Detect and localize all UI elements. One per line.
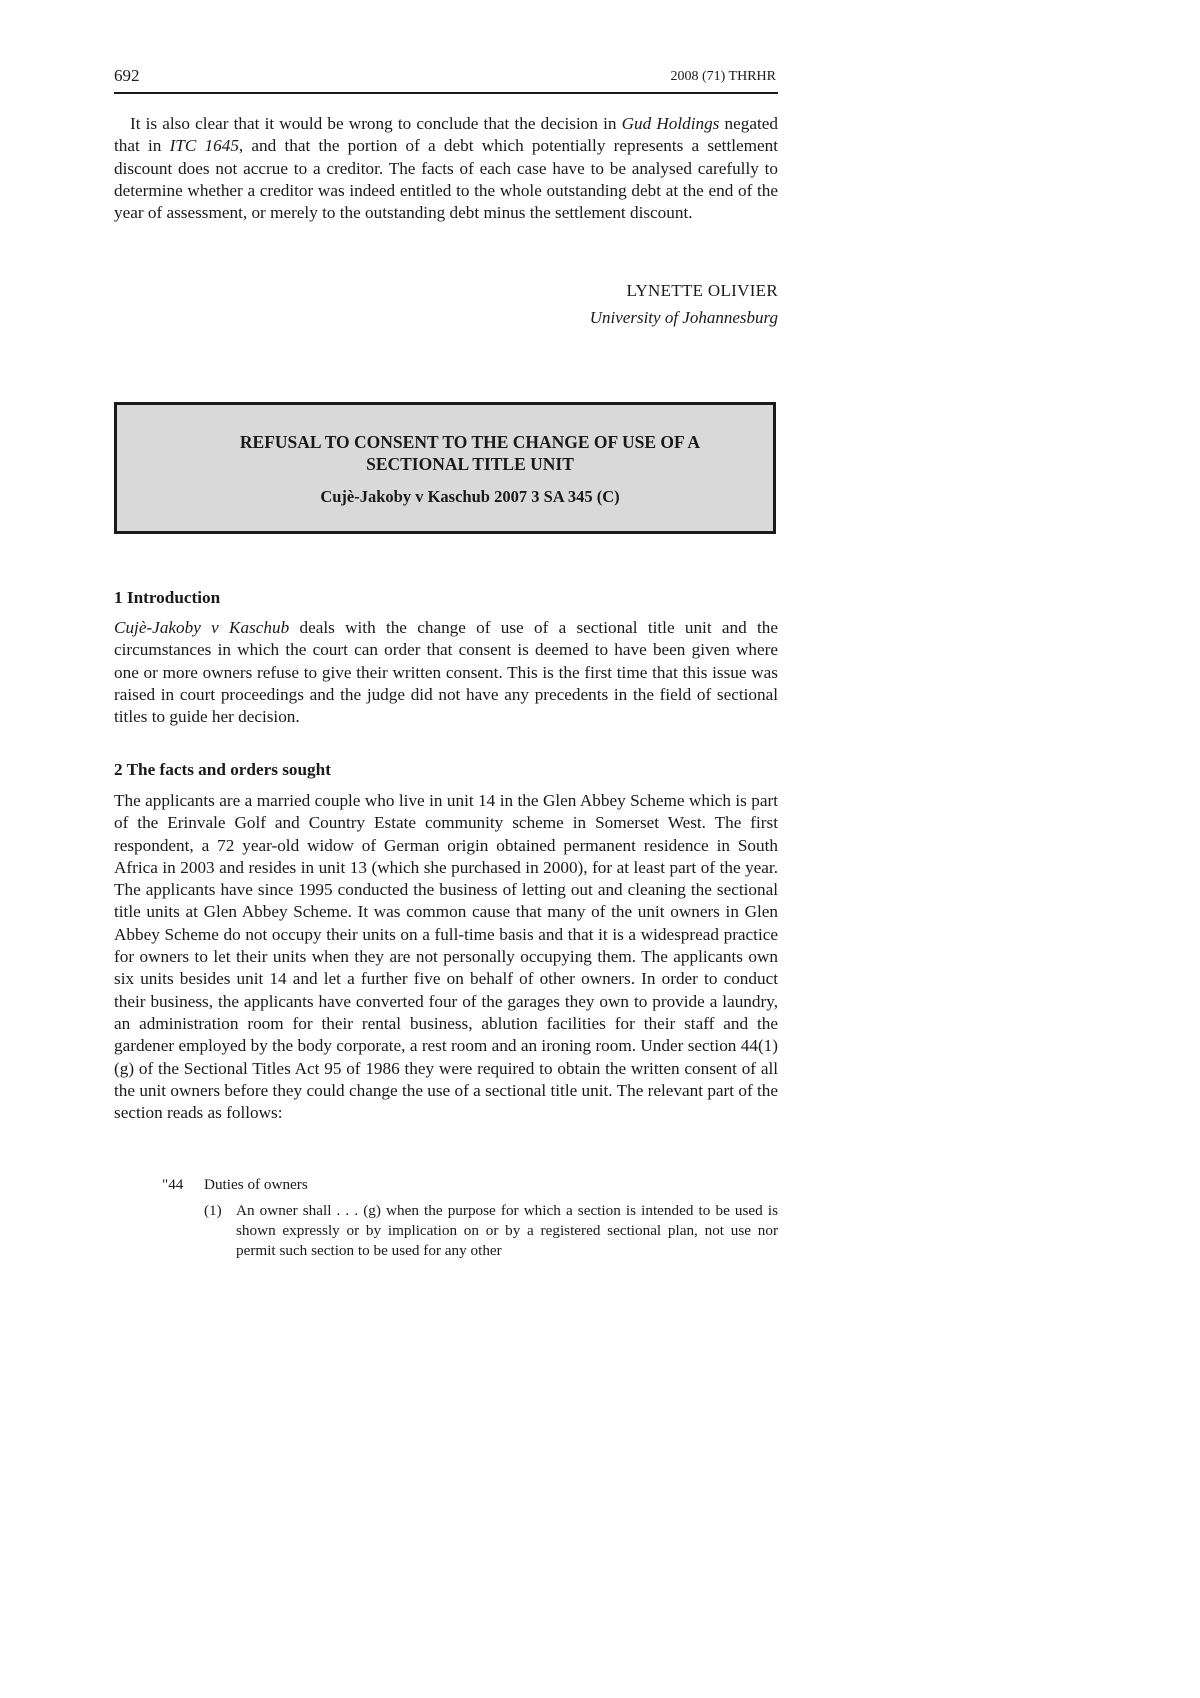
text-run: negated that in (114, 114, 778, 156)
case-citation: Cujè-Jakoby v Kaschub 2007 3 SA 345 (C) (320, 487, 620, 506)
text-run: , and that the portion of a debt which potentially represents a settlement discount does not accrue to a creditor. The facts of each case have to be analysed carefully to determine whether a creditor was indeed entitled to the whole outstanding debt at the end of the year of assessment, or merely to the outstanding debt minus the settlement discount. (114, 136, 778, 223)
section-paragraph (114, 617, 778, 728)
author-block (590, 277, 778, 331)
section-title: Duties of owners (204, 1176, 308, 1193)
section-heading: 2 The facts and orders sought (114, 760, 331, 779)
text-run: It is also clear that it would be wrong to conclude that the decision in (130, 114, 622, 133)
subsection-label: (1) (204, 1202, 222, 1219)
case-name: Cujè-Jakoby v Kaschub (114, 618, 290, 637)
article-title (117, 431, 773, 475)
section-number: "44 (162, 1176, 184, 1193)
journal-reference: 2008 (71) THRHR (670, 69, 776, 84)
case-name: Gud Holdings (621, 114, 720, 133)
article-title-line: REFUSAL TO CONSENT TO THE CHANGE OF USE OF A (239, 432, 701, 452)
section-heading: 1 Introduction (114, 588, 221, 607)
author-name: LYNETTE OLIVIER (626, 281, 778, 300)
article-title-line: SECTIONAL TITLE UNIT (366, 454, 574, 474)
opening-paragraph (114, 113, 778, 224)
article-title-box (114, 402, 776, 534)
running-header (114, 66, 778, 94)
page-number: 692 (114, 66, 140, 85)
author-affiliation: University of Johannesburg (589, 308, 778, 327)
text-run: deals with the change of use of a sectional title unit and the circumstances in which the court can order that consent is deemed to have been given where one or more owners refuse to give their written consent. This is the first time that this issue was raised in court proceedings and the judge did not have any precedents in the field of sectional titles to guide her decision. (114, 618, 778, 727)
section-paragraph: The applicants are a married couple who live in unit 14 in the Glen Abbey Scheme which is part of the Erinvale Golf and Country Estate community scheme in Somerset West. The first respondent, a 72 year-old widow of German origin obtained permanent residence in South Africa in 2003 and resides in unit 13 (which she purchased in 2000), for at least part of the year. The applicants have since 1995 conducted the business of letting out and cleaning the sectional title units at Glen Abbey Scheme. It was common cause that many of the unit owners in Glen Abbey Scheme do not occupy their units on a full-time basis and that it is a widespread practice for owners to let their units when they are not personally occupying them. The applicants own six units besides unit 14 and let a further five on behalf of other owners. In order to conduct their business, the applicants have converted four of the garages they own to provide a laundry, an administration room for their rental business, ablution facilities for their staff and the gardener employed by the body corporate, a rest room and an ironing room. Under section 44(1)(g) of the Sectional Titles Act 95 of 1986 they were required to obtain the written consent of all the unit owners before they could change the use of a sectional title unit. The relevant part of the section reads as follows: (114, 791, 778, 1123)
subsection-text: An owner shall . . . (g) when the purpose for which a section is intended to be used is shown expressly or by implication on or by a registered sectional plan, not use nor permit such section to be used for any other (236, 1202, 778, 1259)
case-name: ITC 1645 (169, 136, 239, 156)
